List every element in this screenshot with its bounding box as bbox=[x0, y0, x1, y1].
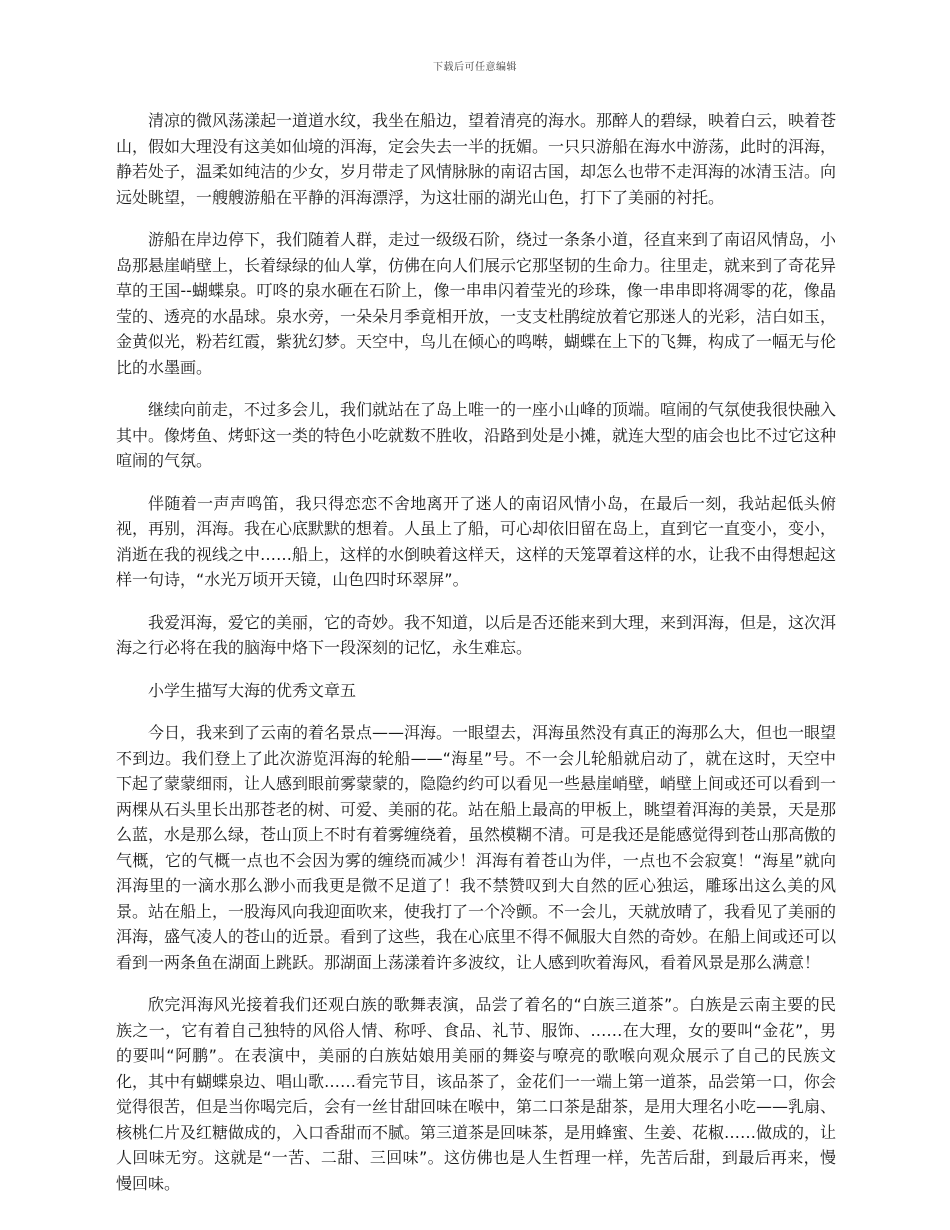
paragraph-1: 清凉的微风荡漾起一道道水纹，我坐在船边，望着清亮的海水。那醉人的碧绿，映着白云，映着苍山，假如大理没有这美如仙境的洱海，定会失去一半的抚媚。一只只游船在海水中游荡，此时的洱海，静若处子，温柔如纯洁的少女，岁月带走了风情脉脉的南诏古国，却怎么也带不走洱海的冰清玉洁。向远处眺望，一艘艘游船在平静的洱海漂浮，为这壮丽的湖光山色，打下了美丽的衬托。 bbox=[116, 111, 837, 207]
paragraph-5: 我爱洱海，爱它的美丽，它的奇妙。我不知道，以后是否还能来到大理，来到洱海，但是，这次洱海之行必将在我的脑海中烙下一段深刻的记忆，永生难忘。 bbox=[116, 612, 837, 657]
page-header: 下载后可任意编辑 bbox=[433, 62, 517, 73]
paragraph-3: 继续向前走，不过多会儿，我们就站在了岛上唯一的一座小山峰的顶端。喧闹的气氛使我很快融入其中。像烤鱼、烤虾这一类的特色小吃就数不胜收，沿路到处是小摊，就连大型的庙会也比不过它这种喧闹的气氛。 bbox=[116, 400, 837, 470]
section-title: 小学生描写大海的优秀文章五 bbox=[148, 680, 357, 700]
paragraph-4: 伴随着一声声鸣笛，我只得恋恋不舍地离开了迷人的南诏风情小岛，在最后一刻，我站起低头俯视，再别，洱海。我在心底默默的想着。人虽上了船，可心却依旧留在岛上，直到它一直变小，变小，消逝在我的视线之中……船上，这样的水倒映着这样天，这样的天笼罩着这样的水，让我不由得想起这样一句诗，“水光万顷开天镜，山色四时环翠屏”。 bbox=[116, 493, 837, 589]
paragraph-7: 欣完洱海风光接着我们还观白族的歌舞表演，品尝了着名的“白族三道茶”。白族是云南主要的民族之一，它有着自己独特的风俗人情、称呼、食品、礼节、服饰、……在大理，女的要叫“金花”，男的要叫“阿鹏”。在表演中，美丽的白族姑娘用美丽的舞姿与嘹亮的歌喉向观众展示了自己的民族文化，其中有蝴蝶泉边、唱山歌……看完节目，该品茶了，金花们一一端上第一道茶，品尝第一口，你会觉得很苦，但是当你喝完后，会有一丝甘甜回味在喉中，第二口茶是甜茶，是用大理名小吃——乳扇、核桃仁片及红糖做成的，入口香甜而不腻。第三道茶是回味茶，是用蜂蜜、生姜、花椒……做成的，让人回味无穷。这就是“一苦、二甜、三回味”。这仿佛也是人生哲理一样，先苦后甜，到最后再来，慢慢回味。 bbox=[116, 995, 837, 1193]
document-body bbox=[116, 108, 836, 1213]
paragraph-6: 今日，我来到了云南的着名景点——洱海。一眼望去，洱海虽然没有真正的海那么大，但也一眼望不到边。我们登上了此次游览洱海的轮船——“海星”号。不一会儿轮船就启动了，就在这时，天空中下起了蒙蒙细雨，让人感到眼前雾蒙蒙的，隐隐约约可以看见一些悬崖峭壁，峭壁上间或还可以看到一两棵从石头里长出那苍老的树、可爱、美丽的花。站在船上最高的甲板上，眺望着洱海的美景，天是那么蓝，水是那么绿，苍山顶上不时有着雾缠绕着，虽然模糊不清。可是我还是能感觉得到苍山那高傲的气概，它的气概一点也不会因为雾的缠绕而减少！洱海有着苍山为伴，一点也不会寂寞！“海星”就向洱海里的一滴水那么渺小而我更是微不足道了！我不禁赞叹到大自然的匠心独运，雕琢出这么美的风景。站在船上，一股海风向我迎面吹来，使我打了一个冷颤。不一会儿，天就放晴了，我看见了美丽的洱海，盛气凌人的苍山的近景。看到了这些，我在心底里不得不佩服大自然的奇妙。在船上间或还可以看到一两条鱼在湖面上跳跃。那湖面上荡漾着许多波纹，让人感到吹着海风，看着风景是那么满意！ bbox=[116, 723, 837, 972]
paragraph-2: 游船在岸边停下，我们随着人群，走过一级级石阶，绕过一条条小道，径直来到了南诏风情岛，小岛那悬崖峭壁上，长着绿绿的仙人掌，仿佛在向人们展示它那坚韧的生命力。往里走，就来到了奇花异草的王国--蝴蝶泉。叮咚的泉水砸在石阶上，像一串串闪着莹光的珍珠，像一串串即将凋零的花，像晶莹的、透亮的水晶球。泉水旁，一朵朵月季竟相开放，一支支杜鹃绽放着它那迷人的光彩，洁白如玉，金黄似光，粉若红霞，紫犹幻梦。天空中，鸟儿在倾心的鸣啭，蝴蝶在上下的飞舞，构成了一幅无与伦比的水墨画。 bbox=[116, 230, 837, 377]
